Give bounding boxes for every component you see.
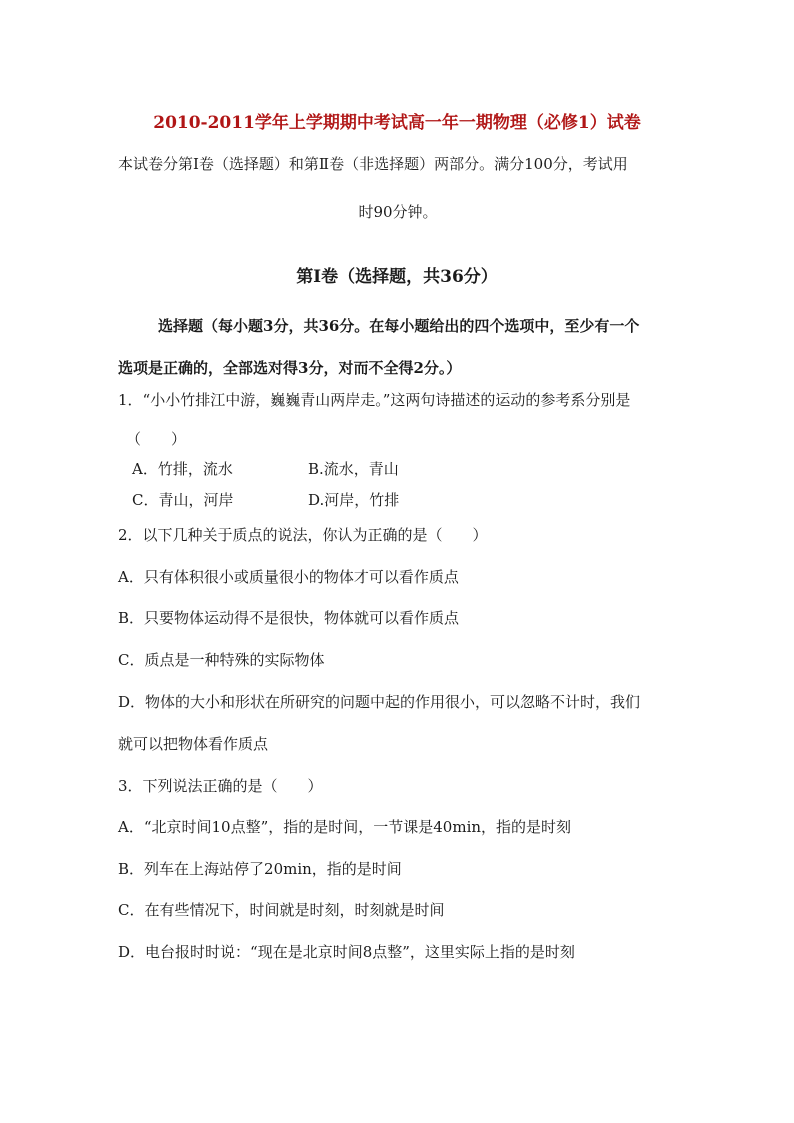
q2-option-a: A．只有体积很小或质量很小的物体才可以看作质点	[118, 568, 459, 586]
section-title: 第Ⅰ卷（选择题，共36分）	[296, 267, 498, 287]
q3-option-c: C．在有些情况下，时间就是时刻，时刻就是时间	[118, 901, 445, 919]
q3-option-a: A．“北京时间10点整”，指的是时间，一节课是40min，指的是时刻	[118, 818, 572, 836]
q3-option-d: D．电台报时时说：“现在是北京时间8点整”，这里实际上指的是时刻	[118, 943, 575, 961]
q2-option-b: B．只要物体运动得不是很快，物体就可以看作质点	[118, 609, 460, 627]
q1-option-b: B.流水，青山	[308, 460, 399, 478]
exam-title: 2010-2011学年上学期期中考试高一年一期物理（必修1）试卷	[153, 113, 641, 133]
q2-option-c: C．质点是一种特殊的实际物体	[118, 651, 325, 669]
q1-option-d: D.河岸，竹排	[308, 491, 400, 509]
section-instructions	[118, 305, 678, 389]
q1-options	[132, 458, 399, 520]
instruction-line-1: 选择题（每小题3分，共36分。在每小题给出的四个选项中，至少有一个	[158, 317, 640, 335]
intro-line-2: 时90分钟。	[358, 203, 438, 221]
q1-blank: （ ）	[126, 430, 187, 448]
q2-option-d-line1: D．物体的大小和形状在所研究的问题中起的作用很小，可以忽略不计时，我们	[118, 693, 641, 711]
q1-option-a: A．竹排，流水	[132, 460, 233, 478]
q2-option-d-line2: 就可以把物体看作质点	[118, 735, 269, 753]
q1-option-c: C．青山，河岸	[132, 491, 234, 509]
q1-stem: 1．“小小竹排江中游，巍巍青山两岸走。”这两句诗描述的运动的参考系分别是	[118, 391, 631, 409]
q2-stem: 2．以下几种关于质点的说法，你认为正确的是（ ）	[118, 526, 488, 544]
q3-stem: 3．下列说法正确的是（ ）	[118, 777, 323, 795]
intro-line-1: 本试卷分第Ⅰ卷（选择题）和第Ⅱ卷（非选择题）两部分。满分100分，考试用	[118, 155, 628, 173]
instruction-line-2: 选项是正确的，全部选对得3分，对而不全得2分。）	[118, 359, 462, 377]
q3-option-b: B．列车在上海站停了20min，指的是时间	[118, 860, 402, 878]
exam-intro	[118, 140, 678, 236]
